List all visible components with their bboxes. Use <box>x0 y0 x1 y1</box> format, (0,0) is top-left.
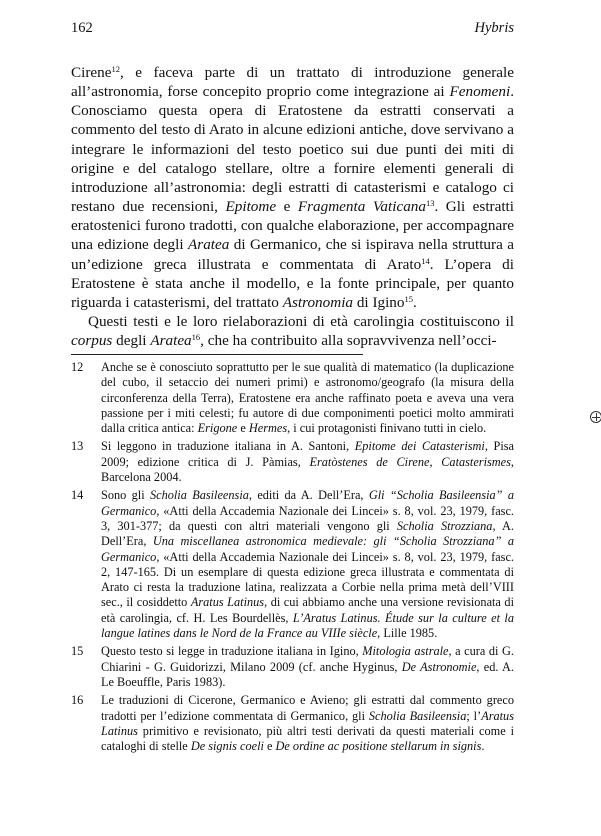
italic-text: De signis coeli <box>190 739 264 754</box>
text-run: Sono gli <box>101 488 150 503</box>
footnotes <box>71 360 514 757</box>
footnote-ref: 13 <box>425 198 435 209</box>
text-run: . <box>481 739 485 754</box>
text-run: di Germanico, che si ispirava nella struttura a un’edizione greca illustrata e commentata di Arato <box>71 236 514 273</box>
text-run: , che ha contribuito alla sopravvivenza nell’occi- <box>200 332 497 350</box>
text-run: degli <box>112 332 151 350</box>
text-run: e <box>237 421 249 436</box>
italic-text: Aratea <box>188 236 230 254</box>
text-run: e <box>276 198 298 216</box>
footnote-ref: 14 <box>421 255 430 266</box>
text-run: , Pisa 2009; edizione critica di J. Pàmias, <box>101 439 514 469</box>
footnote-number: 15 <box>71 644 84 659</box>
page-number: 162 <box>71 20 93 36</box>
text-run: Anche se è conosciuto soprattutto per le sue qualità di matematico (la duplicazione del cubo, il setaccio dei numeri primi) e astronomo/geografo (la misura della circonferenza della Terra), Eratostene era anche raffinato poeta e aveva una vera passione per i miti celesti; fu autore di due componimenti poetici molto ammirati dalla critica antica: <box>101 360 514 436</box>
italic-text: L’Aratus Latinus. Étude sur la culture et la langue latines dans le Nord de la France au VIIIe siècle <box>101 610 514 641</box>
italic-text: Aratea <box>150 332 192 350</box>
italic-text: Fragmenta Vaticana <box>297 198 426 216</box>
text-run: ; l’ <box>466 708 482 723</box>
text-run: . L’opera di Eratostene è stata anche il modello, e la fonte principale, per quanto riguarda i catasterismi, del trattato <box>71 255 514 311</box>
footnote-text <box>101 488 514 640</box>
footnote-13 <box>71 439 514 485</box>
running-header <box>71 20 514 38</box>
footnote-ref: 12 <box>111 64 120 74</box>
text-run: , «Atti della Accademia Nazionale dei Lincei» s. 8, vol. 23, 1979, fasc. 2, 147-165. Di un esemplare di questa edizione greca illustrata e commentata di Arato ci resta la traduzione latina, realizzata a Corbie nella prima metà dell’VIII sec., il cosiddetto <box>101 549 514 610</box>
body-paragraph-1 <box>71 63 514 312</box>
text-run: Le traduzioni di Cicerone, Germanico e Avieno; gli estratti dal commento greco tradotti per l’edizione commentata di Germanico, gli <box>101 693 514 723</box>
text-run: , e faceva parte di un trattato di introduzione generale all’astronomia, forse concepito proprio come integrazione ai <box>71 64 514 101</box>
text-run: Cirene <box>71 64 112 81</box>
text-run: , Barcelona 2004. <box>101 454 514 485</box>
italic-text: Epitome <box>225 198 277 216</box>
text-run: , editi da A. Dell’Era, <box>248 488 369 503</box>
registration-mark-icon <box>590 411 601 423</box>
text-run: , a cura di G. Chiarini - G. Guidorizzi, Milano 2009 (cf. anche Hyginus, <box>101 644 514 674</box>
running-title: Hybris <box>474 20 514 36</box>
text-run: , «Atti della Accademia Nazionale dei Lincei» s. 8, vol. 23, 1979, fasc. 3, 301-377; da questi con altri materiali vengono gli <box>101 503 514 533</box>
italic-text: Scholia Strozziana <box>396 518 493 533</box>
footnote-16 <box>71 693 514 754</box>
text-run: , ed. A. Le Boeuffle, Paris 1983). <box>101 659 514 689</box>
italic-text: Scholia Basileensia <box>368 708 467 723</box>
text-run: , di cui abbiamo anche una versione revisionata di età carolingia, cf. H. Les Bourdellès, <box>101 595 514 625</box>
italic-text: Aratus Latinus <box>101 708 514 738</box>
italic-text: De Astronomie <box>401 659 477 674</box>
body-paragraph-2 <box>71 312 514 350</box>
footnote-text <box>101 439 514 484</box>
italic-text: Mitologia astrale <box>362 644 449 659</box>
text-run: . Conosciamo questa opera di Eratostene da estratti conservati a commento del testo di Arato in alcune edizioni antiche, dove servivano a integrare le informazioni del testo poetico sui due punti dei miti di origine e del catalogo stellare, oltre a fornire elementi generali di introduzione all’astronomia: degli estratti di catasterismi e catalogo ci restano due recensioni, <box>71 83 514 216</box>
text-run: e <box>263 739 276 754</box>
italic-text: Epitome dei Catasterismi <box>354 439 485 454</box>
text-run: di Igino <box>353 293 405 311</box>
text-run: . <box>413 293 417 311</box>
italic-text: De ordine ac positione stellarum in signis <box>275 739 482 754</box>
italic-text: Astronomia <box>282 293 354 311</box>
text-run: . Gli estratti eratostenici furono tradotti, con qualche elaborazione, per accompagnare una edizione degli <box>71 198 515 254</box>
italic-text: Erigone <box>197 421 238 436</box>
footnote-number: 12 <box>71 360 84 374</box>
italic-text: Aratus Latinus <box>190 595 265 610</box>
italic-text: Una miscellanea astronomica medievale: gli “Scholia Strozziana” a Germanico <box>101 534 514 564</box>
footnote-number: 13 <box>71 439 84 454</box>
text-run: , A. Dell’Era, <box>101 518 515 549</box>
footnote-text <box>101 360 514 435</box>
main-text <box>71 63 514 350</box>
footnote-12 <box>71 360 514 436</box>
italic-text: Scholia Basileensia <box>149 488 249 503</box>
italic-text: corpus <box>71 332 113 350</box>
text-run: primitivo e revisionato, più altri testi derivati da questi materiali come i cataloghi di stelle <box>101 723 514 754</box>
italic-text: Fenomeni <box>449 83 511 101</box>
footnote-number: 14 <box>71 488 84 503</box>
footnote-separator <box>71 354 363 355</box>
italic-text: Hermes <box>248 421 288 436</box>
text-run: Si leggono in traduzione italiana in A. Santoni, <box>101 439 355 454</box>
italic-text: Gli “Scholia Basileensia” a Germanico <box>101 488 515 518</box>
footnote-number: 16 <box>71 693 84 708</box>
footnote-14 <box>71 488 514 641</box>
italic-text: Eratòstenes de Cirene, Catasterismes <box>309 454 511 469</box>
footnote-15 <box>71 644 514 690</box>
footnote-text <box>101 693 514 753</box>
text-run: Questi testi e le loro rielaborazioni di età carolingia costituiscono il <box>88 313 514 331</box>
text-run: , i cui protagonisti finivano tutti in cielo. <box>287 421 487 436</box>
footnote-ref: 15 <box>404 293 413 304</box>
text-run: , Lille 1985. <box>377 626 438 641</box>
text-run: Questo testo si legge in traduzione italiana in Igino, <box>101 644 363 659</box>
footnote-ref: 16 <box>191 332 201 343</box>
footnote-text <box>101 644 514 689</box>
